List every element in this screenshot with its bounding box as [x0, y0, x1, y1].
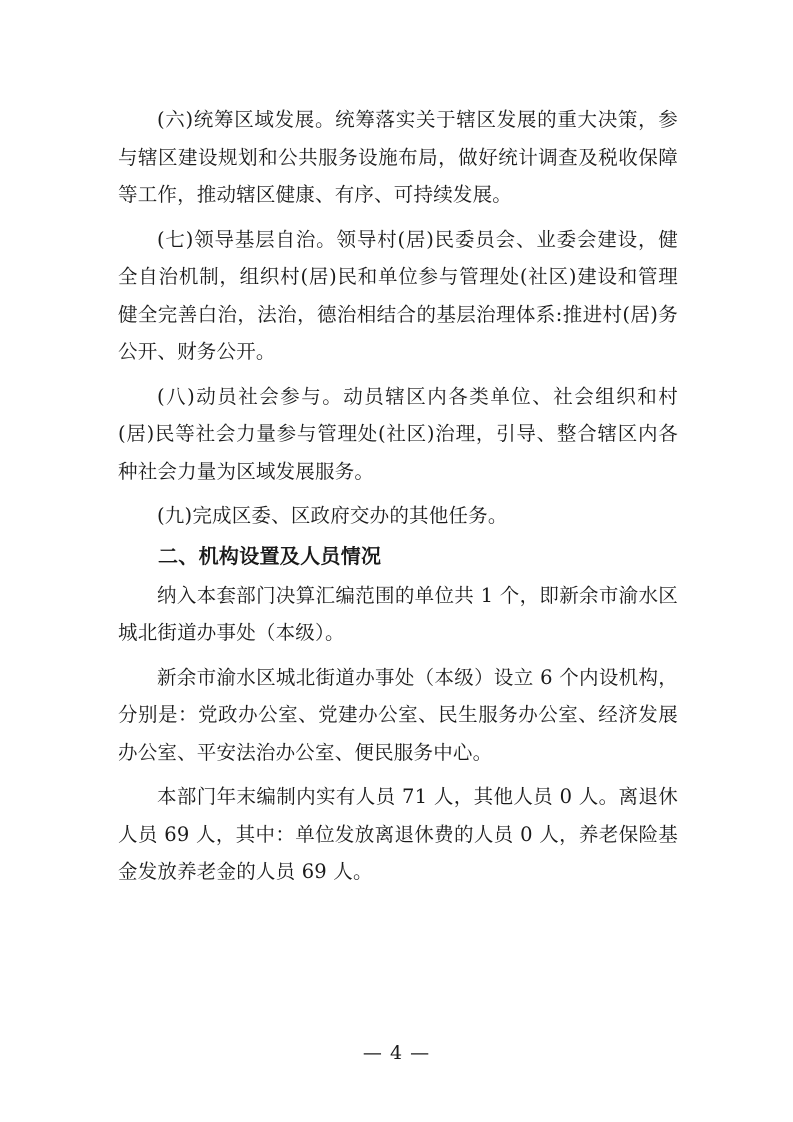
paragraph-gap: [118, 371, 678, 378]
paragraph-duty-7: (七)领导基层自治。领导村(居)民委员会、业委会建设，健全自治机制，组织村(居)民和单位参与管理处(社区)建设和管理健全完善白治，法治，德治相结合的基层治理体系:推进村(居)务公开、财务公开。: [118, 227, 678, 363]
paragraph-duty-6: (六)统筹区域发展。统筹落实关于辖区发展的重大决策，参与辖区建设规划和公共服务设施布局，做好统计调查及税收保障等工作，推动辖区健康、有序、可持续发展。: [118, 108, 678, 206]
paragraph-staffing: 本部门年末编制内实有人员 71 人，其他人员 0 人。离退休人员 69 人，其中：单位发放离退休费的人员 0 人，养老保险基金发放养老金的人员 69 人。: [118, 785, 678, 883]
paragraph-gap: [118, 652, 678, 659]
paragraph-duty-9: (九)完成区委、区政府交办的其他任务。: [157, 504, 508, 527]
paragraph-gap: [118, 771, 678, 778]
document-body: [118, 101, 678, 891]
paragraph-gap: [118, 214, 678, 221]
section-heading: 二、机构设置及人员情况: [158, 543, 382, 568]
paragraph-scope: 纳入本套部门决算汇编范围的单位共 1 个，即新余市渝水区城北街道办事处（本级）。: [118, 583, 678, 644]
page-number: — 4 —: [362, 1042, 431, 1064]
paragraph-duty-8: (八)动员社会参与。动员辖区内各类单位、社会组织和村(居)民等社会力量参与管理处(社区)治理，引导、整合辖区内各种社会力量为区域发展服务。: [118, 384, 678, 483]
paragraph-internal-offices: 新余市渝水区城北街道办事处（本级）设立 6 个内设机构，分别是：党政办公室、党建办公室、民生服务办公室、经济发展办公室、平安法治办公室、便民服务中心。: [118, 665, 678, 764]
paragraph-gap: [118, 490, 678, 497]
